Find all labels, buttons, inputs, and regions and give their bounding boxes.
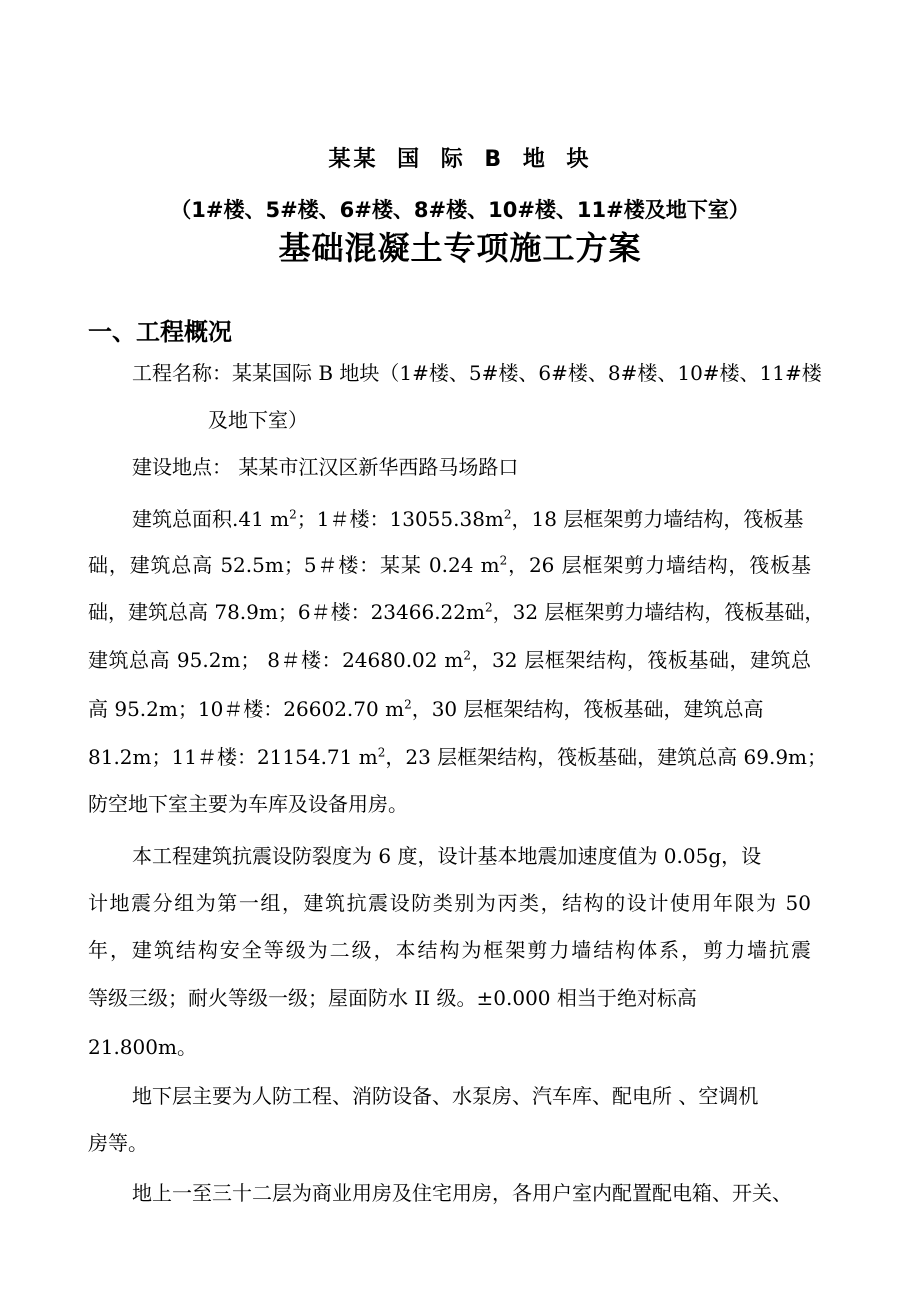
project-name-line-2: 及地下室） bbox=[208, 408, 308, 432]
basement-paragraph-line-2: 房等。 bbox=[88, 1131, 148, 1155]
area-paragraph-line-2: 础，建筑总高 52.5m；5＃楼：某某 0.24 $m^2$，26 层框架剪力墙结构，筏板基 bbox=[88, 553, 811, 577]
seismic-paragraph-line-5: 21.800m。 bbox=[88, 1035, 197, 1059]
project-name-line-1: 工程名称：某某国际 B 地块（1#楼、5#楼、6#楼、8#楼、10#楼、11#楼 bbox=[132, 361, 822, 385]
seismic-paragraph-line-1: 本工程建筑抗震设防裂度为 6 度，设计基本地震加速度值为 0.05g，设 bbox=[132, 844, 762, 868]
construction-location: 建设地点： 某某市江汉区新华西路马场路口 bbox=[132, 455, 519, 479]
area-paragraph-line-6: 81.2m；11＃楼：21154.71 $m^2$，23 层框架结构，筏板基础，建筑总高 69.9m； bbox=[88, 745, 828, 769]
document-title-buildings: （1#楼、5#楼、6#楼、8#楼、10#楼、11#楼及地下室） bbox=[170, 198, 750, 222]
area-paragraph-line-4: 建筑总高 95.2m； 8＃楼：24680.02 $m^2$，32 层框架结构，筏板基础，建筑总 bbox=[88, 648, 812, 672]
seismic-paragraph-line-3: 年，建筑结构安全等级为二级，本结构为框架剪力墙结构体系，剪力墙抗震 bbox=[88, 938, 811, 962]
area-paragraph-line-1: 建筑总面积.41 $m^2$；1＃楼：$13055.38m^2$，18 层框架剪力墙结构，筏板基 bbox=[132, 507, 804, 531]
document-title-project: 某某 国 际 B 地 块 bbox=[328, 147, 592, 172]
document-title-main: 基础混凝土专项施工方案 bbox=[278, 229, 642, 267]
area-paragraph-line-7: 防空地下室主要为车库及设备用房。 bbox=[88, 792, 408, 816]
seismic-paragraph-line-4: 等级三级；耐火等级一级；屋面防水 II 级。±0.000 相当于绝对标高 bbox=[88, 986, 697, 1010]
basement-paragraph-line-1: 地下层主要为人防工程、消防设备、水泵房、汽车库、配电所 、空调机 bbox=[132, 1084, 759, 1108]
area-paragraph-line-3: 础，建筑总高 78.9m；6＃楼：$23466.22m^2$，32 层框架剪力墙结构，筏板基础， bbox=[88, 600, 825, 624]
seismic-paragraph-line-2: 计地震分组为第一组，建筑抗震设防类别为丙类，结构的设计使用年限为 50 bbox=[88, 891, 811, 915]
above-ground-paragraph-line-1: 地上一至三十二层为商业用房及住宅用房，各用户室内配置配电箱、开关、 bbox=[132, 1181, 792, 1205]
section-heading-overview: 一、工程概况 bbox=[88, 318, 232, 346]
area-paragraph-line-5: 高 95.2m；10＃楼：26602.70 $m^2$，30 层框架结构，筏板基础，建筑总高 bbox=[88, 697, 764, 721]
